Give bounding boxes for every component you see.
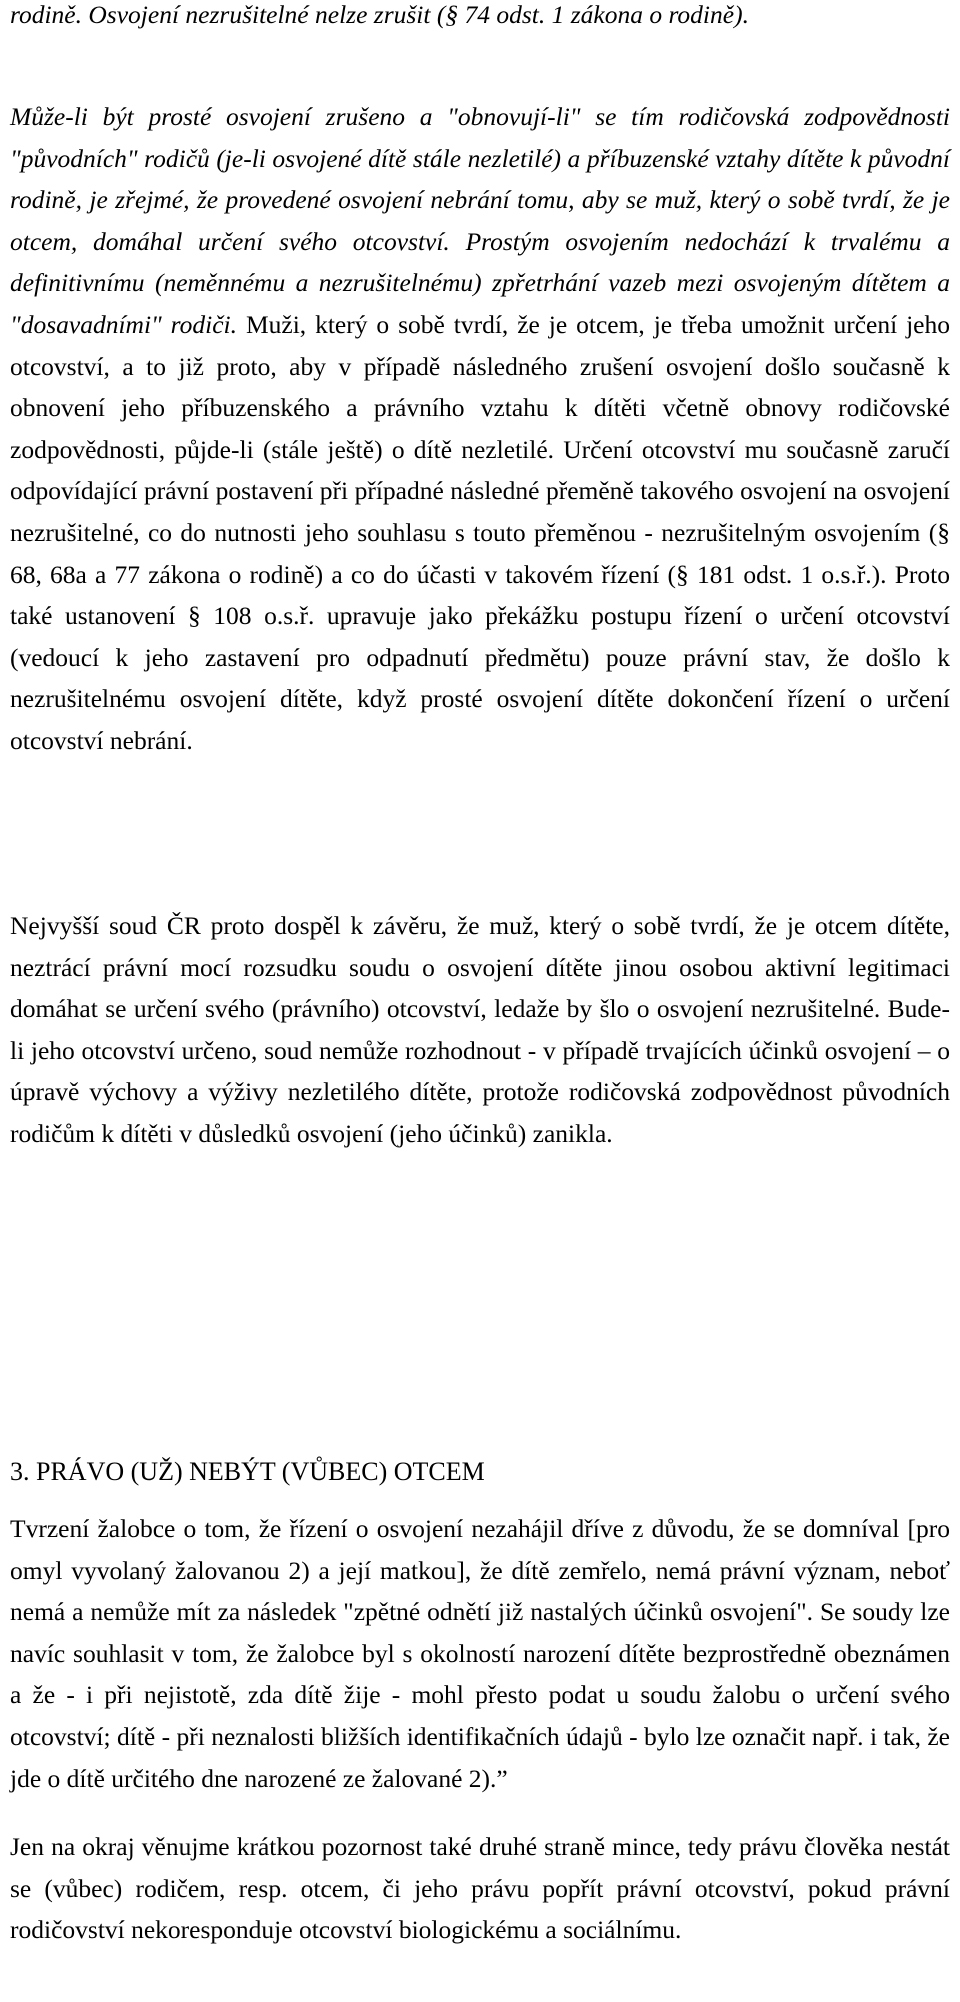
- paragraph-supreme-court: [10, 905, 950, 1155]
- paragraph-text: [10, 96, 950, 762]
- paragraph-text-part-a: Může-li být prosté osvojení zrušeno a "obnovují-li" se tím rodičovská zodpovědnosti "původních" rodičů (je-li osvojené dítě stále nezletilé) a příbuzenské vztahy dítěte k původní rodině, je zřejmé, že provedené osvojení nebrání tomu, aby se muž, který o sobě tvrdí, že je otcem, domáhal určení svého otcovství. Prostým osvojením nedochází k trvalému a definitivnímu (neměnnému a nezrušitelnému) zpřetrhání vazeb mezi osvojeným dítětem a "dosavadními" rodiči.: [10, 102, 950, 339]
- paragraph-plaintiff-claim: [10, 1508, 950, 1799]
- paragraph-text: Nejvyšší soud ČR proto dospěl k závěru, že muž, který o sobě tvrdí, že je otcem dítěte, neztrácí právní mocí rozsudku soudu o osvojení dítěte jinou osobou aktivní legitimaci domáhat se určení svého (právního) otcovství, ledaže by šlo o osvojení nezrušitelné. Bude-li jeho otcovství určeno, soud nemůže rozhodnout - v případě trvajících účinků osvojení – o úpravě výchovy a výživy nezletilého dítěte, protože rodičovská zodpovědnost původních rodičům k dítěti v důsledků osvojení (jeho účinků) zanikla.: [10, 911, 950, 1148]
- paragraph-adoption-paternity: [10, 96, 950, 762]
- paragraph-text: Jen na okraj věnujme krátkou pozornost také druhé straně mince, tedy právu člověka nestát se (vůbec) rodičem, resp. otcem, či jeho právu popřít právní otcovství, pokud právní rodičovství nekoresponduje otcovství biologickému a sociálnímu.: [10, 1832, 950, 1945]
- paragraph-text: rodině. Osvojení nezrušitelné nelze zrušit (§ 74 odst. 1 zákona o rodině).: [10, 0, 749, 29]
- paragraph-right-not-father: [10, 1826, 950, 1951]
- section-heading: 3. PRÁVO (UŽ) NEBÝT (VŮBEC) OTCEM: [10, 1457, 485, 1486]
- paragraph-text-part-b: Muži, který o sobě tvrdí, že je otcem, je třeba umožnit určení jeho otcovství, a to již proto, aby v případě následného zrušení osvojení došlo současně k obnovení jeho příbuzenského a právního vztahu k dítěti včetně obnovy rodičovské zodpovědnosti, půjde-li (stále ještě) o dítě nezletilé. Určení otcovství mu současně zaručí odpovídající právní postavení při případné následné přeměně takového osvojení na osvojení nezrušitelné, co do nutnosti jeho souhlasu s touto přeměnou - nezrušitelným osvojením (§ 68, 68a a 77 zákona o rodině) a co do účasti v takovém řízení (§ 181 odst. 1 o.s.ř.). Proto také ustanovení § 108 o.s.ř. upravuje jako překážku postupu řízení o určení otcovství (vedoucí k jeho zastavení pro odpadnutí předmětu) pouze právní stav, že došlo k nezrušitelnému osvojení dítěte, když prosté osvojení dítěte dokončení řízení o určení otcovství nebrání.: [10, 309, 950, 755]
- paragraph-continuation: [10, 0, 950, 36]
- paragraph-text: Tvrzení žalobce o tom, že řízení o osvojení nezahájil dříve z důvodu, že se domníval [pro omyl vyvolaný žalovanou 2) a její matkou], že dítě zemřelo, nemá právní význam, neboť nemá a nemůže mít za následek "zpětné odnětí již nastalých účinků osvojení". Se soudy lze navíc souhlasit v tom, že žalobce byl s okolností narození dítěte bezprostředně obeznámen a že - i při nejistotě, zda dítě žije - mohl přesto podat u soudu žalobu o určení svého otcovství; dítě - při neznalosti bližších identifikačních údajů - bylo lze označit např. i tak, že jde o dítě určitého dne narozené ze žalované 2).”: [10, 1514, 950, 1793]
